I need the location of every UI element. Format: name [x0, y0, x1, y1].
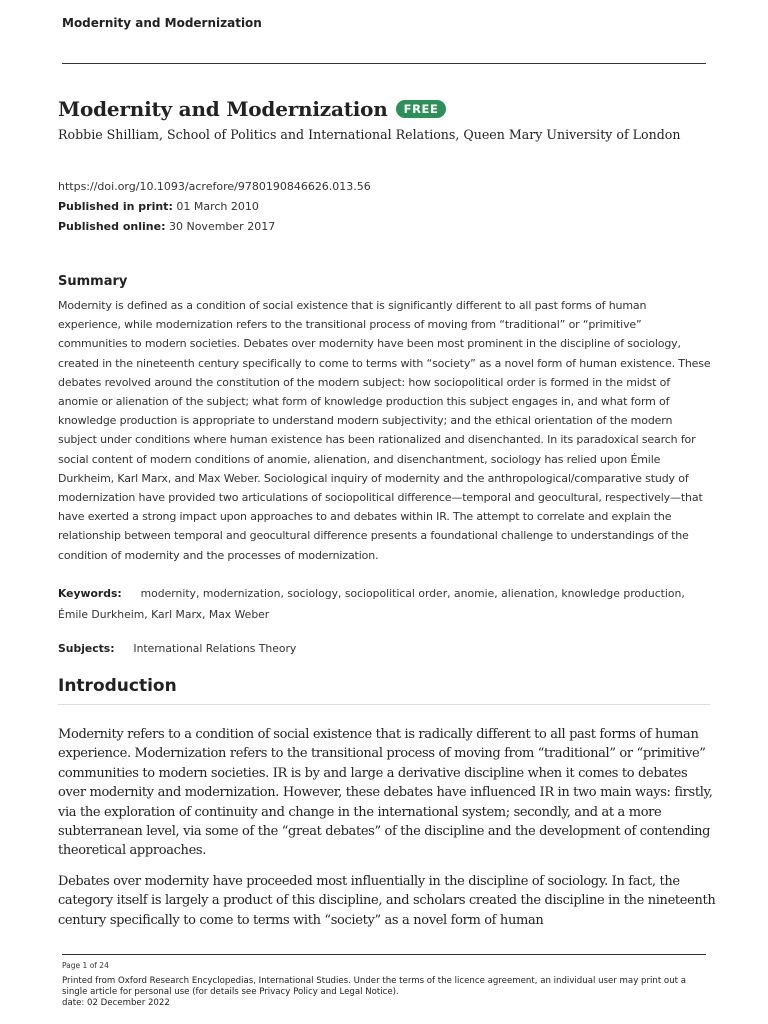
keyword[interactable]: alienation: [501, 587, 555, 600]
keywords-label: Keywords:: [58, 587, 122, 600]
keyword[interactable]: Karl Marx: [151, 607, 202, 621]
article-title-row: [58, 97, 708, 121]
footer-notice: [62, 976, 712, 1008]
keyword[interactable]: modernization: [202, 587, 281, 600]
published-print-date: 01 March 2010: [176, 200, 259, 213]
subject-link[interactable]: International Relations Theory: [133, 642, 297, 655]
article-title: Modernity and Modernization: [58, 97, 388, 121]
keyword-list: modernity, modernization, sociology, sociopolitical order, anomie, alienation, knowledge production, Émile Durkheim, Karl Marx, Max Weber: [58, 587, 685, 621]
published-print: [58, 200, 259, 213]
published-online-label: Published online:: [58, 220, 166, 233]
keyword[interactable]: Émile Durkheim: [58, 607, 145, 621]
licence-notice: Printed from Oxford Research Encyclopedias, International Studies. Under the terms of the licence agreement, an individual user may print out a single article for personal use (for details see Privacy Policy and Legal Notice).: [62, 976, 687, 997]
doi-link[interactable]: https://doi.org/10.1093/acrefore/9780190846626.013.56: [58, 180, 371, 193]
subjects: [58, 642, 296, 655]
print-date: date: 02 December 2022: [62, 997, 170, 1008]
introduction-divider: [58, 704, 710, 705]
running-head: Modernity and Modernization: [62, 16, 262, 30]
summary-text: Modernity is defined as a condition of social existence that is significantly different to all past forms of human experience, while modernization refers to the transitional process of moving from “traditional” or “primitive” communities to modern societies. Debates over modernity have been most prominent in the discipline of sociology, created in the nineteenth century specifically to come to terms with “society” as a novel form of human existence. These debates revolved around the constitution of the modern subject: how sociopolitical order is formed in the midst of anomie or alienation of the subject; what form of knowledge production this subject engages in, and what form of knowledge production is appropriate to understand modern subjectivity; and the ethical orientation of the modern subject under conditions where human existence has been rationalized and disenchanted. In its paradoxical search for social content of modern conditions of anomie, alienation, and disenchantment, sociology has relied upon Émile Durkheim, Karl Marx, and Max Weber. Sociological inquiry of modernity and the anthropological/comparative study of modernization have provided two articulations of sociopolitical difference—temporal and geocultural, respectively—that have exerted a strong impact upon approaches to and debates within IR. The attempt to correlate and explain the relationship between temporal and geocultural difference presents a foundational challenge to understandings of the condition of modernity and the processes of modernization.: [58, 299, 711, 562]
published-online-date: 30 November 2017: [168, 220, 276, 233]
keyword[interactable]: Max Weber: [208, 607, 270, 621]
article-authors: Robbie Shilliam, School of Politics and International Relations, Queen Mary University of London: [58, 127, 681, 142]
page-number: Page 1 of 24: [62, 961, 109, 970]
keyword[interactable]: sociology: [287, 587, 339, 600]
introduction-heading: Introduction: [58, 676, 177, 696]
header-divider: [62, 63, 706, 64]
keyword[interactable]: sociopolitical order: [344, 587, 448, 600]
keyword[interactable]: modernity: [140, 587, 196, 600]
keyword[interactable]: anomie: [454, 587, 495, 600]
keyword[interactable]: knowledge production: [561, 587, 682, 600]
published-print-label: Published in print:: [58, 200, 173, 213]
body-paragraph: Modernity refers to a condition of social existence that is radically different to all past forms of human experience. Modernization refers to the transitional process of moving from “traditional” or “primitive” communities to modern societies. IR is by and large a derivative discipline when it comes to debates over modernity and modernization. However, these debates have influenced IR in two main ways: firstly, via the exploration of continuity and change in the international system; secondly, and at a more subterranean level, via some of the “great debates” of the discipline and the development of contending theoretical approaches.: [58, 727, 713, 859]
summary-heading: Summary: [58, 274, 128, 289]
subjects-label: Subjects:: [58, 642, 115, 655]
footer-divider: [62, 954, 706, 955]
free-badge: FREE: [396, 100, 447, 118]
body-paragraph: Debates over modernity have proceeded most influentially in the discipline of sociology. In fact, the category itself is largely a product of this discipline, and scholars created the discipline in the nineteenth century specifically to come to terms with “society” as a novel form of human: [58, 874, 716, 928]
keywords: [58, 584, 712, 625]
published-online: [58, 220, 275, 233]
